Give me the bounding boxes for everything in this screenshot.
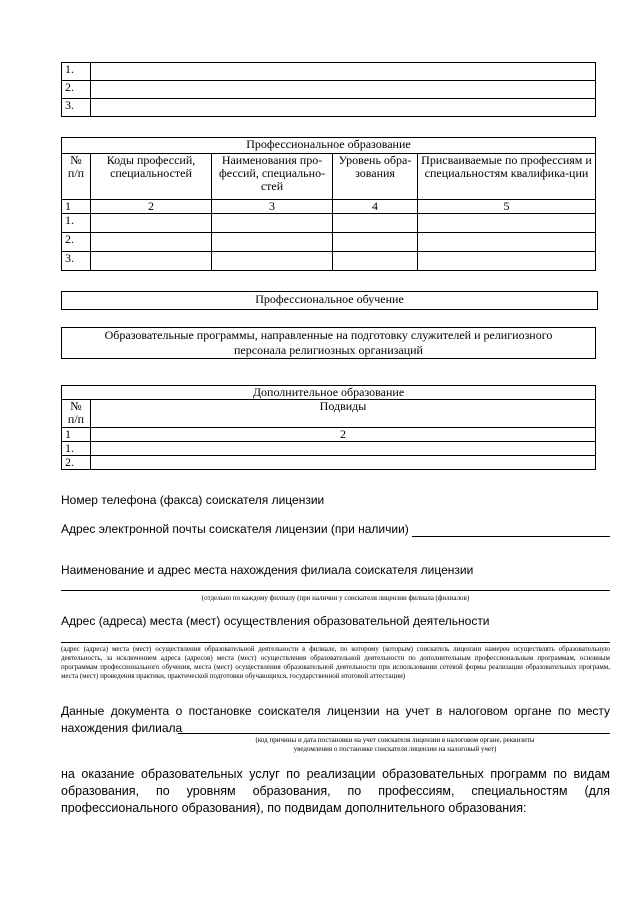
add-edu-table	[61, 385, 596, 470]
prof-training-title: Профессиональное обучение	[255, 292, 404, 306]
tax-label: Данные документа о постановке соискателя лицензии на учет в налоговом органе по месту нахождения филиала	[61, 704, 610, 735]
prof-training-box	[61, 291, 598, 310]
religious-box	[61, 327, 596, 359]
col-header: Присваиваемые по профессиям и специальностям квалифика-ции	[418, 154, 596, 200]
table-row-number: 3.	[62, 99, 91, 117]
phone-label: Номер телефона (факса) соискателя лицензии	[61, 493, 325, 507]
col-header: Наименования про-фессий, специально-стей	[212, 154, 333, 200]
table-row-number: 1.	[62, 442, 91, 456]
address-label: Адрес (адреса) места (мест) осуществления образовательной деятельности	[61, 614, 490, 628]
table-row-number: 1.	[62, 63, 91, 81]
col-number: 2	[91, 428, 596, 442]
table-row-number: 1.	[62, 214, 91, 233]
address-line	[61, 642, 610, 643]
col-number: 5	[418, 200, 596, 214]
col-number: 1	[62, 200, 91, 214]
prof-edu-table	[61, 137, 596, 271]
table-row-number: 2.	[62, 81, 91, 99]
col-number: 2	[91, 200, 212, 214]
prof-edu-title: Профессиональное образование	[62, 138, 596, 154]
col-header: № п/п	[62, 154, 91, 200]
branch-note: (отдельно по каждому филиалу (при наличии у соискателя лицензии филиала (филиалов)	[201, 594, 470, 602]
col-number: 4	[333, 200, 418, 214]
table-row-number: 2.	[62, 233, 91, 252]
table-row-number: 2.	[62, 456, 91, 470]
email-label: Адрес электронной почты соискателя лицензии (при наличии)	[61, 522, 409, 536]
tax-line	[178, 733, 610, 734]
col-header: Уровень обра-зования	[333, 154, 418, 200]
top-table	[61, 62, 596, 117]
final-paragraph: на оказание образовательных услуг по реализации образовательных программ по видам образования, по уровням образования, по профессиям, специальностям (для профессионального образования), по подвидам дополнительного образования:	[61, 767, 610, 815]
religious-title: Образовательные программы, направленные на подготовку служителей и религиозного персонала религиозных организаций	[104, 328, 553, 357]
col-number: 3	[212, 200, 333, 214]
col-header: Коды профессий, специальностей	[91, 154, 212, 200]
email-line	[412, 536, 610, 537]
address-note: (адрес (адреса) места (мест) осуществления образовательной деятельности в филиале, по которому (которым) соискатель лицензии намерен осуществлять образовательную деятельность, за исключением адреса (адресов) места (мест) осуществления образовательной деятельности по дополнительным профессиональным программам, основным программам профессионального обучения, места (мест) осуществления образовательной деятельности при использовании сетевой формы реализации образовательных программ, места (мест) проведения практики, практической подготовки обучающихся, государственной итоговой аттестации)	[61, 645, 610, 680]
table-row-number: 3.	[62, 252, 91, 271]
col-number: 1	[62, 428, 91, 442]
tax-note: (код причины и дата постановки на учет соискателя лицензии в налоговом органе, реквизиты уведомления о постановке соискателя лицензии на налоговый учет)	[255, 736, 535, 753]
branch-line	[61, 590, 610, 591]
col-header: Подвиды	[91, 400, 596, 428]
add-edu-title: Дополнительное образование	[62, 386, 596, 400]
col-header: № п/п	[62, 400, 91, 428]
branch-label: Наименование и адрес места нахождения филиала соискателя лицензии	[61, 563, 474, 577]
